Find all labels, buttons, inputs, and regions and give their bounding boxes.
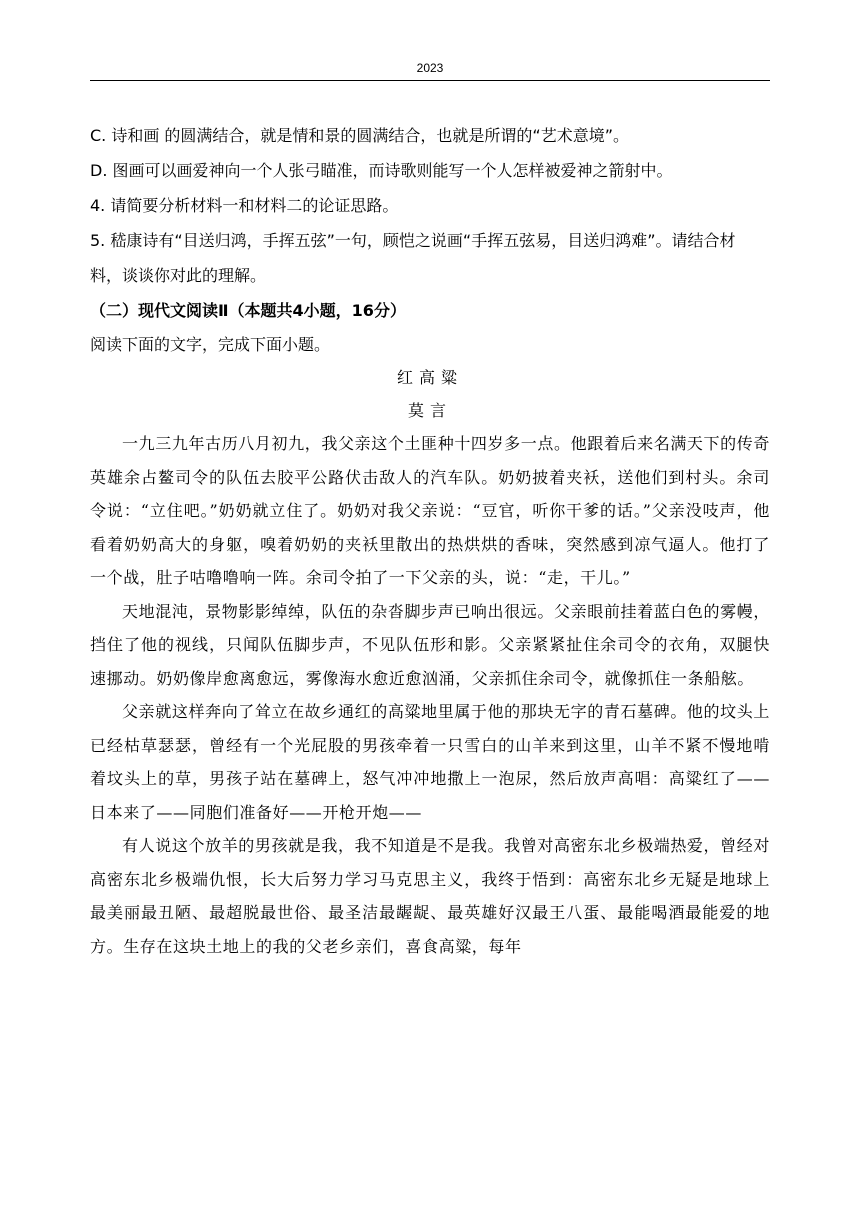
section-instruction: 阅读下面的文字，完成下面小题。: [90, 335, 331, 354]
question-5: 5. 嵇康诗有“目送归鸿，手挥五弦”一句，顾恺之说画“手挥五弦易，目送归鸿难”。请结合材料，谈谈你对此的理解。: [90, 231, 736, 285]
article-title: 红高粱: [396, 368, 463, 387]
option-c: C. 诗和画 的圆满结合，就是情和景的圆满结合，也就是所谓的“艺术意境”。: [90, 126, 630, 145]
article-paragraph: 天地混沌，景物影影绰绰，队伍的杂沓脚步声已响出很远。父亲眼前挂着蓝白色的雾幔，挡住了他的视线，只闻队伍脚步声，不见队伍形和影。父亲紧紧扯住余司令的衣角，双腿快速挪动。奶奶像岸愈离愈远，雾像海水愈近愈汹涌，父亲抓住余司令，就像抓住一条船舷。: [90, 601, 770, 688]
question-4: 4. 请简要分析材料一和材料二的论证思路。: [90, 196, 399, 215]
page-header: [90, 58, 770, 81]
header-year: 2023: [416, 61, 444, 75]
article-paragraph: 有人说这个放羊的男孩就是我，我不知道是不是我。我曾对高密东北乡极端热爱，曾经对高密东北乡极端仇恨，长大后努力学习马克思主义，我终于悟到：高密东北乡无疑是地球上最美丽最丑陋、最超脱最世俗、最圣洁最龌龊、最英雄好汉最王八蛋、最能喝酒最能爱的地方。生存在这块土地上的我的父老乡亲们，喜食高粱，每年: [90, 836, 770, 956]
article-paragraph: 父亲就这样奔向了耸立在故乡通红的高粱地里属于他的那块无字的青石墓碑。他的坟头上已经枯草瑟瑟，曾经有一个光屁股的男孩牵着一只雪白的山羊来到这里，山羊不紧不慢地啃着坟头上的草，男孩子站在墓碑上，怒气冲冲地撒上一泡尿，然后放声高唱：高粱红了——日本来了——同胞们准备好——开枪开炮——: [90, 702, 770, 822]
section-heading: （二）现代文阅读Ⅱ（本题共4小题，16分）: [90, 301, 406, 320]
article-paragraph: 一九三九年古历八月初九，我父亲这个土匪种十四岁多一点。他跟着后来名满天下的传奇英雄余占鳌司令的队伍去胶平公路伏击敌人的汽车队。奶奶披着夹袄，送他们到村头。余司令说：“立住吧。”奶奶就立住了。奶奶对我父亲说：“豆官，听你干爹的话。”父亲没吱声，他看着奶奶高大的身躯，嗅着奶奶的夹袄里散出的热烘烘的香味，突然感到凉气逼人。他打了一个战，肚子咕噜噜响一阵。余司令拍了一下父亲的头，说：“走，干儿。”: [90, 434, 770, 587]
article-author: 莫言: [407, 401, 452, 420]
option-d: D. 图画可以画爱神向一个人张弓瞄准，而诗歌则能写一个人怎样被爱神之箭射中。: [90, 161, 673, 180]
page-content: [90, 118, 770, 963]
